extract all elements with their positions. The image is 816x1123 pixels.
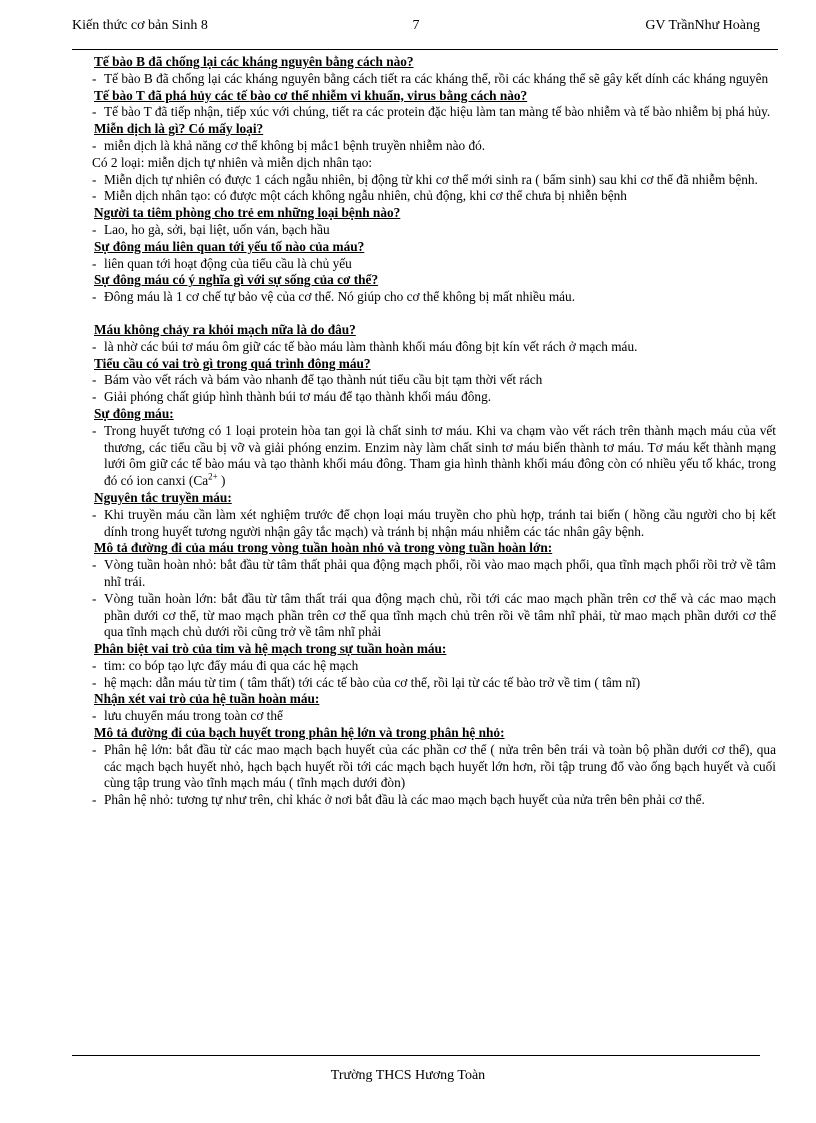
list-item: - Vòng tuần hoàn lớn: bắt đầu từ tâm thất trái qua động mạch chủ, rồi tới các mao mạch phần trên cơ thể và các mao mạch phần dưới cơ thể, từ mao mạch phần trên cơ thể qua tĩnh mạch chủ trên rồi về tâm nhĩ phải, từ mao mạch phần dưới cơ thể qua tĩnh mạch chủ dưới rồi cũng trở về tâm nhĩ phải xyxy=(92,590,776,640)
list-item: - Vòng tuần hoàn nhỏ: bắt đầu từ tâm thất phải qua động mạch phổi, rồi vào mao mạch phổi, qua tĩnh mạch phổi rồi trở về tâm nhĩ trái. xyxy=(92,557,776,589)
spacer xyxy=(94,306,776,322)
list-item: - Đông máu là 1 cơ chế tự bảo vệ của cơ thể. Nó giúp cho cơ thể không bị mất nhiều máu. xyxy=(92,289,576,305)
question-heading: Tế bào T đã phá hủy các tế bào cơ thể nhiễm vi khuẩn, virus bằng cách nào? xyxy=(94,87,528,103)
question-heading: Sự đông máu liên quan tới yếu tố nào của máu? xyxy=(94,238,365,254)
question-heading: Tế bào B đã chống lại các kháng nguyên bằng cách nào? xyxy=(94,54,414,69)
header-page-number: 7 xyxy=(412,18,420,33)
header-teacher: GV TrầnNhư Hoàng xyxy=(645,18,760,33)
list-item: - Lao, ho gà, sởi, bại liệt, uốn ván, bạch hầu xyxy=(92,221,330,237)
question-heading: Phân biệt vai trò của tim và hệ mạch trong sự tuần hoàn máu: xyxy=(94,641,447,657)
question-heading: Sự đông máu có ý nghĩa gì với sự sống của cơ thể? xyxy=(94,272,379,288)
list-item: - Tế bào B đã chống lại các kháng nguyên bằng cách tiết ra các kháng thể, rồi các kháng thể sẽ gây kết dính các kháng nguyên xyxy=(92,70,769,86)
list-item: - Phân hệ lớn: bắt đầu từ các mao mạch bạch huyết của các phần cơ thể ( nửa trên bên trái và toàn bộ phần dưới cơ thể), qua các mạch bạch huyết nhỏ, hạch bạch huyết rồi tới các mạch bạch huyết lớn hơn, rồi tập trung đổ vào ống bạch huyết và cuối cùng tập trung vào tĩnh mạch máu ( tĩnh mạch dưới đòn) xyxy=(92,741,776,791)
question-heading: Mô tả đường đi của máu trong vòng tuần hoàn nhỏ và trong vòng tuần hoàn lớn: xyxy=(94,540,553,556)
list-item: - Trong huyết tương có 1 loại protein hòa tan gọi là chất sinh tơ máu. Khi va chạm vào vết rách trên thành mạch máu của vết thương, các tiểu cầu bị vỡ và giải phóng enzim. Enzim này làm chất sinh tơ máu biến thành tơ máu. Tơ máu kết thành mạng lưới ôm giữ các tế bào máu và tạo thành khối máu đông. Tham gia hình thành khối máu đông còn có nhiều yếu tố khác, trong đó có ion canxi ($Ca^{2+}$ ) xyxy=(92,422,776,489)
question-heading: Máu không chảy ra khỏi mạch nữa là do đâu? xyxy=(94,321,356,337)
header-subject: Kiến thức cơ bản Sinh 8 xyxy=(72,18,208,33)
question-heading: Nhận xét vai trò của hệ tuần hoàn máu: xyxy=(94,691,320,707)
page-header xyxy=(72,18,760,40)
header-rule xyxy=(72,49,778,50)
list-item: - là nhờ các búi tơ máu ôm giữ các tế bào máu làm thành khối máu đông bịt kín vết rách ở mạch máu. xyxy=(92,338,638,354)
footer-rule xyxy=(72,1055,760,1056)
paragraph: Có 2 loại: miễn dịch tự nhiên và miễn dịch nhân tạo: xyxy=(92,154,373,170)
list-item: - Tế bào T đã tiếp nhận, tiếp xúc với chúng, tiết ra các protein đặc hiệu làm tan màng tế bào nhiễm và tế bào nhiễm bị phá hủy. xyxy=(92,104,771,120)
page-footer: Trường THCS Hương Toàn xyxy=(330,1068,486,1083)
question-heading: Mô tả đường đi của bạch huyết trong phân hệ lớn và trong phân hệ nhỏ: xyxy=(94,725,505,741)
list-item: - Miễn dịch tự nhiên có được 1 cách ngẫu nhiên, bị động từ khi cơ thể mới sinh ra ( bẩm sinh) sau khi cơ thể đã nhiễm bệnh. xyxy=(92,171,758,187)
list-item: - Khi truyền máu cần làm xét nghiệm trước để chọn loại máu truyền cho phù hợp, tránh tai biến ( hồng cầu người cho bị kết dính trong huyết tương người nhận gây tắc mạch) và tránh bị nhận máu nhiễm các tác nhân gây bệnh. xyxy=(92,506,776,539)
question-heading: Miễn dịch là gì? Có mấy loại? xyxy=(94,121,264,137)
list-item: - liên quan tới hoạt động của tiểu cầu là chủ yếu xyxy=(92,255,352,271)
list-item: - hệ mạch: dẫn máu từ tim ( tâm thất) tới các tế bào của cơ thể, rồi lại từ các tế bào trở về tim ( tâm nĩ) xyxy=(92,674,641,690)
list-item: - tim: co bóp tạo lực đẩy máu đi qua các hệ mạch xyxy=(92,657,359,673)
list-item: - Bám vào vết rách và bám vào nhanh để tạo thành nút tiểu cầu bịt tạm thời vết rách xyxy=(92,372,543,388)
question-heading: Sự đông máu: xyxy=(94,405,174,421)
page-content xyxy=(94,54,776,809)
list-item: - Miễn dịch nhân tạo: có được một cách không ngẫu nhiên, chủ động, khi cơ thể chưa bị nhiễn bệnh xyxy=(92,188,627,204)
question-heading: Nguyên tắc truyền máu: xyxy=(94,489,232,505)
list-item: - miễn dịch là khả năng cơ thể không bị mắc1 bệnh truyền nhiễm nào đó. xyxy=(92,137,486,153)
question-heading: Tiểu cầu có vai trò gì trong quá trình đông máu? xyxy=(94,355,371,371)
list-item: - Giải phóng chất giúp hình thành búi tơ máu để tạo thành khối máu đông. xyxy=(92,389,492,405)
list-item: - lưu chuyển máu trong toàn cơ thể xyxy=(92,708,283,724)
question-heading: Người ta tiêm phòng cho trẻ em những loại bệnh nào? xyxy=(94,205,401,221)
list-item: - Phân hệ nhỏ: tương tự như trên, chỉ khác ở nơi bắt đầu là các mao mạch bạch huyết của nửa trên bên phải cơ thể. xyxy=(92,792,705,808)
